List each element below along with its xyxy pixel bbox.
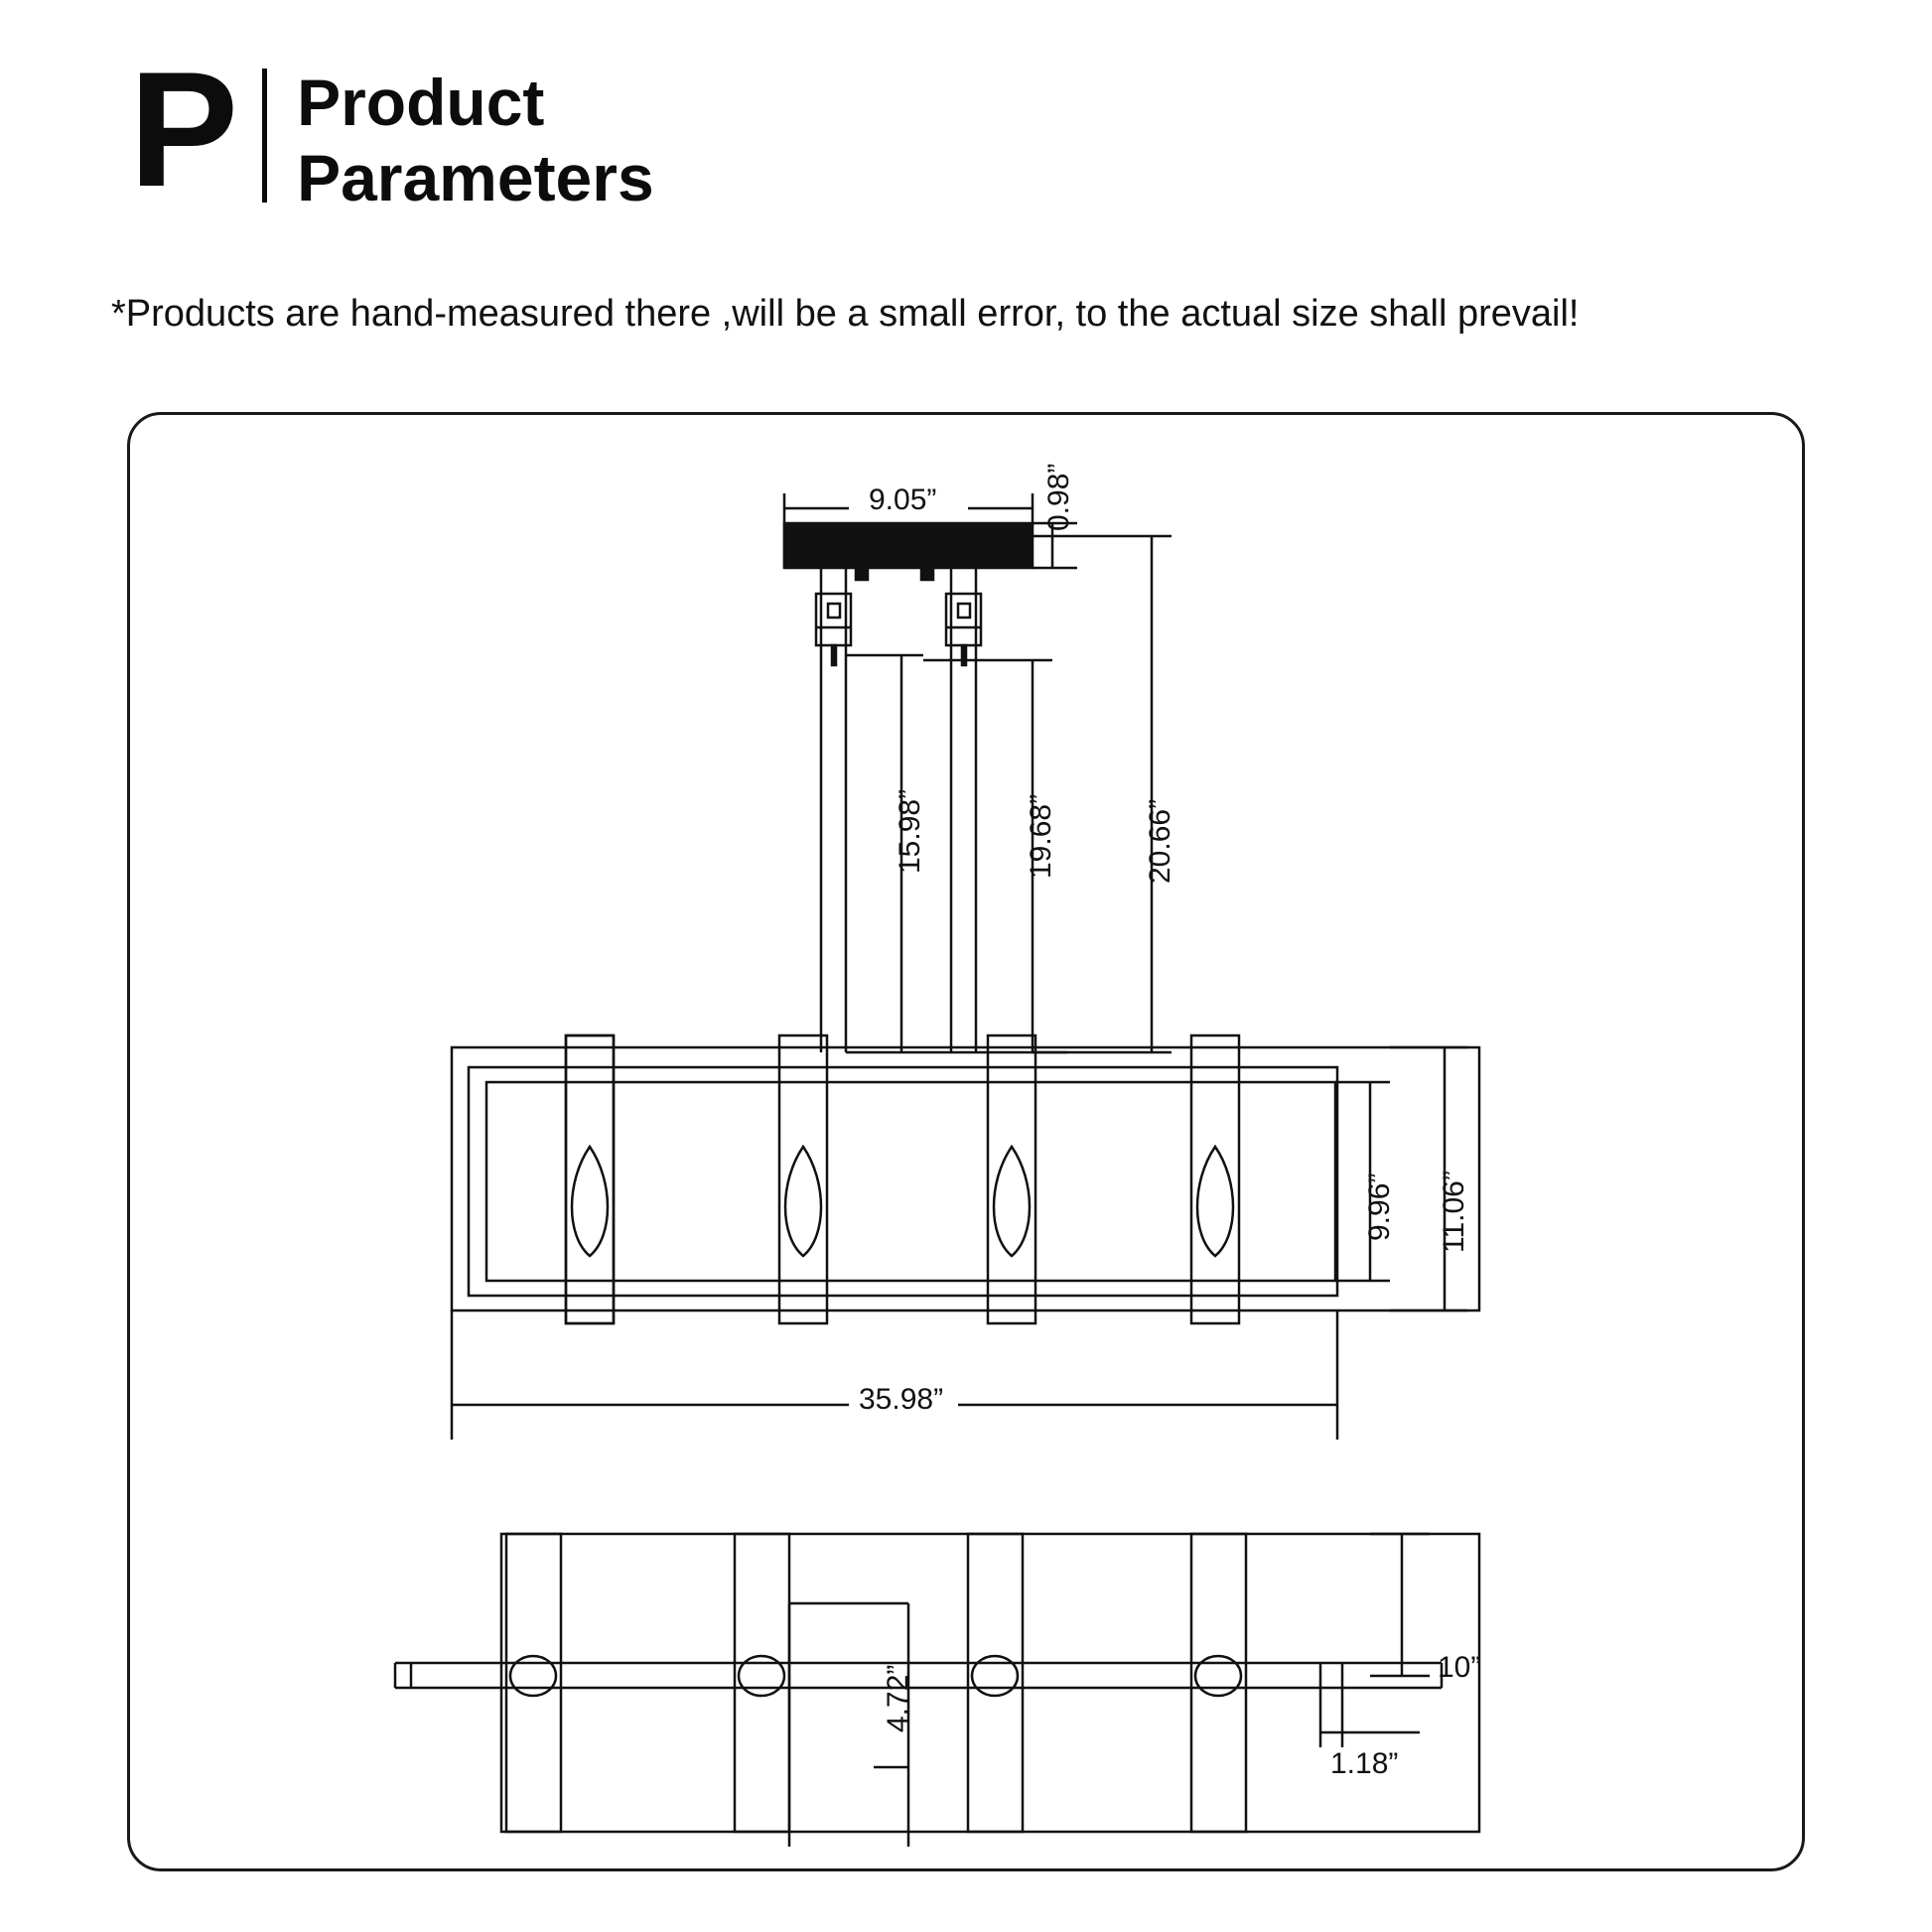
page-title: [297, 65, 654, 215]
dim-arm-spacing: 4.72”: [882, 1664, 914, 1732]
dim-rod-diameter: 1.18”: [1330, 1747, 1399, 1780]
dim-canopy-width: 9.05”: [869, 483, 937, 516]
page-title-line1: Product: [297, 66, 545, 139]
dim-plan-depth: 10”: [1438, 1651, 1481, 1684]
dim-body-height-inner: 9.96”: [1363, 1173, 1396, 1241]
dim-drop-rod-short: 15.98”: [894, 788, 926, 874]
page-header: [129, 38, 654, 220]
dim-body-length: 35.98”: [859, 1383, 944, 1416]
dim-drop-rod-medium: 19.68”: [1025, 793, 1057, 879]
header-divider: [262, 69, 267, 203]
header-initial: P: [129, 38, 235, 220]
dim-body-height-outer: 11.06”: [1438, 1171, 1470, 1253]
page-title-line2: Parameters: [297, 141, 654, 214]
dim-canopy-height: 0.98”: [1042, 463, 1075, 531]
diagram-frame: [127, 412, 1805, 1871]
measurement-note: *Products are hand-measured there ,will be a small error, to the actual size shall prevail!: [111, 293, 1580, 335]
dim-drop-overall: 20.66”: [1144, 798, 1176, 884]
